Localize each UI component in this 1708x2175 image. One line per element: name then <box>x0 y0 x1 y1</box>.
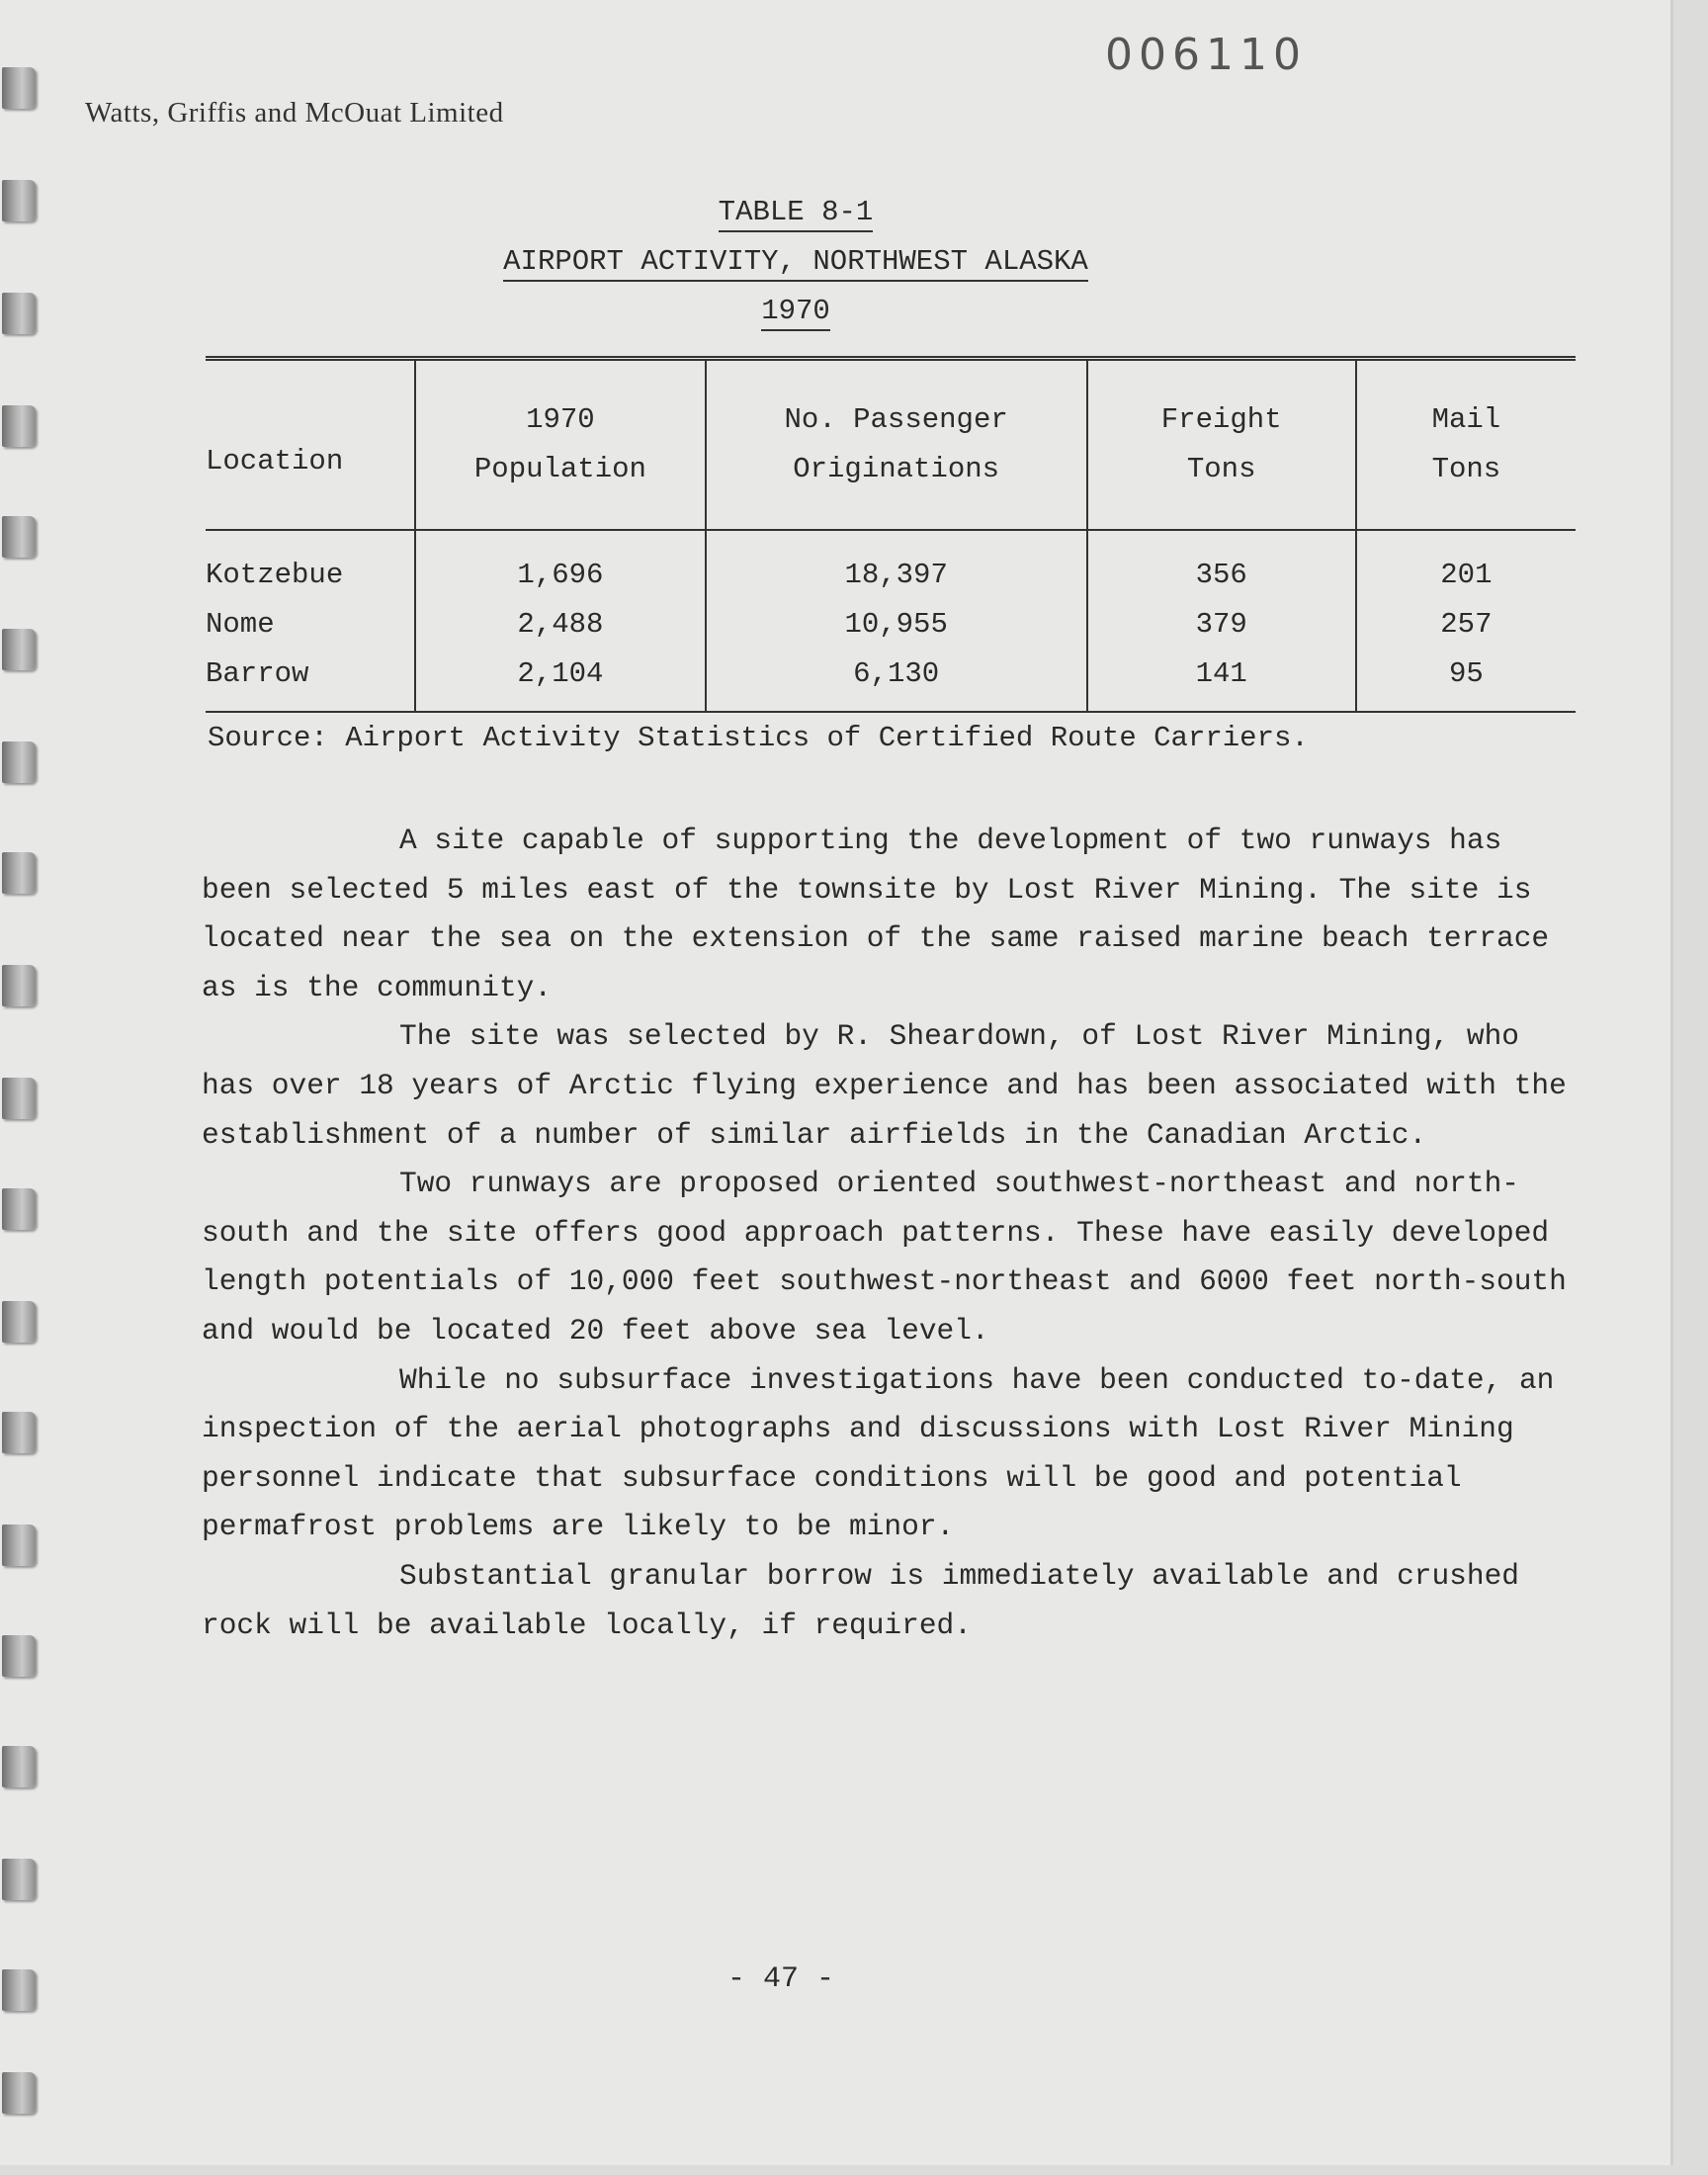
paragraph: While no subsurface investigations have been conducted to-date, an inspection of the aerial photographs and discussions with Lost River Mining personnel indicate that subsurface conditions will be good and potential permafrost problems are likely to be minor. <box>202 1362 1555 1544</box>
binding-ring <box>2 516 36 558</box>
binding-ring <box>2 405 36 447</box>
body-text <box>202 817 1585 1650</box>
binding-ring <box>2 293 36 334</box>
table-row <box>206 530 1576 600</box>
binding-ring <box>2 1635 36 1677</box>
cell-location: Barrow <box>206 657 309 690</box>
header-passengers-line2: Originations <box>793 453 1000 485</box>
cell-freight: 356 <box>1087 530 1356 600</box>
table-year: 1970 <box>761 295 830 331</box>
binding-ring <box>2 1078 36 1119</box>
binding-ring <box>2 2072 36 2114</box>
cell-location: Nome <box>206 608 275 641</box>
table-number: TABLE 8-1 <box>719 196 874 232</box>
table-row <box>206 650 1576 712</box>
cell-passengers: 10,955 <box>706 600 1087 650</box>
header-passengers <box>706 359 1087 531</box>
binding-ring <box>2 1859 36 1900</box>
page-number: - 47 - <box>726 1962 835 1996</box>
cell-mail: 95 <box>1356 650 1576 712</box>
table-source-note: Source: Airport Activity Statistics of Certified Route Carriers. <box>208 722 1309 754</box>
header-mail <box>1356 359 1576 531</box>
binding-ring <box>2 1188 36 1230</box>
binding-ring <box>2 1301 36 1343</box>
header-population <box>415 359 706 531</box>
cell-mail: 201 <box>1356 530 1576 600</box>
header-location: Location <box>206 359 415 531</box>
cell-population: 2,104 <box>415 650 706 712</box>
binding-ring <box>2 1746 36 1787</box>
table-row <box>206 600 1576 650</box>
cell-freight: 379 <box>1087 600 1356 650</box>
header-mail-line2: Tons <box>1431 453 1501 485</box>
binding-ring <box>2 1412 36 1453</box>
cell-population: 2,488 <box>415 600 706 650</box>
binding-ring <box>2 741 36 783</box>
binding-ring <box>2 965 36 1006</box>
paragraph: A site capable of supporting the development of two runways has been selected 5 miles east of the townsite by Lost River Mining. The site is located near the sea on the extension of the same raised marine beach terrace as is the community. <box>202 824 1550 1004</box>
binding-ring <box>2 629 36 670</box>
cell-mail: 257 <box>1356 600 1576 650</box>
table-title: AIRPORT ACTIVITY, NORTHWEST ALASKA <box>503 245 1088 282</box>
airport-activity-table <box>206 356 1576 713</box>
table-header-row <box>206 359 1576 531</box>
spiral-binding <box>0 0 59 2175</box>
paragraph: Substantial granular borrow is immediately available and crushed rock will be available locally, if required. <box>202 1558 1519 1642</box>
letterhead: Watts, Griffis and McOuat Limited <box>85 97 504 129</box>
header-freight-line1: Freight <box>1160 403 1282 436</box>
paragraph: Two runways are proposed oriented southwest-northeast and north-south and the site offers good approach patterns. These have easily developed length potentials of 10,000 feet southwest-northeast and 6000 feet north-south and would be located 20 feet above sea level. <box>202 1167 1567 1348</box>
paragraph: The site was selected by R. Sheardown, of Lost River Mining, who has over 18 years of Arctic flying experience and has been associated with the establishment of a number of similar airfields in the Canadian Arctic. <box>202 1019 1567 1152</box>
header-mail-line1: Mail <box>1431 403 1501 436</box>
cell-freight: 141 <box>1087 650 1356 712</box>
header-freight-line2: Tons <box>1186 453 1256 485</box>
cell-passengers: 6,130 <box>706 650 1087 712</box>
cell-population: 1,696 <box>415 530 706 600</box>
binding-ring <box>2 1524 36 1566</box>
header-population-line1: 1970 <box>526 403 595 436</box>
binding-ring <box>2 180 36 221</box>
header-freight <box>1087 359 1356 531</box>
binding-ring <box>2 852 36 894</box>
binding-ring <box>2 67 36 109</box>
document-stamp-number: 006110 <box>1105 30 1307 80</box>
cell-location: Kotzebue <box>206 559 344 591</box>
header-population-line2: Population <box>473 453 646 485</box>
cell-passengers: 18,397 <box>706 530 1087 600</box>
header-passengers-line1: No. Passenger <box>784 403 1008 436</box>
